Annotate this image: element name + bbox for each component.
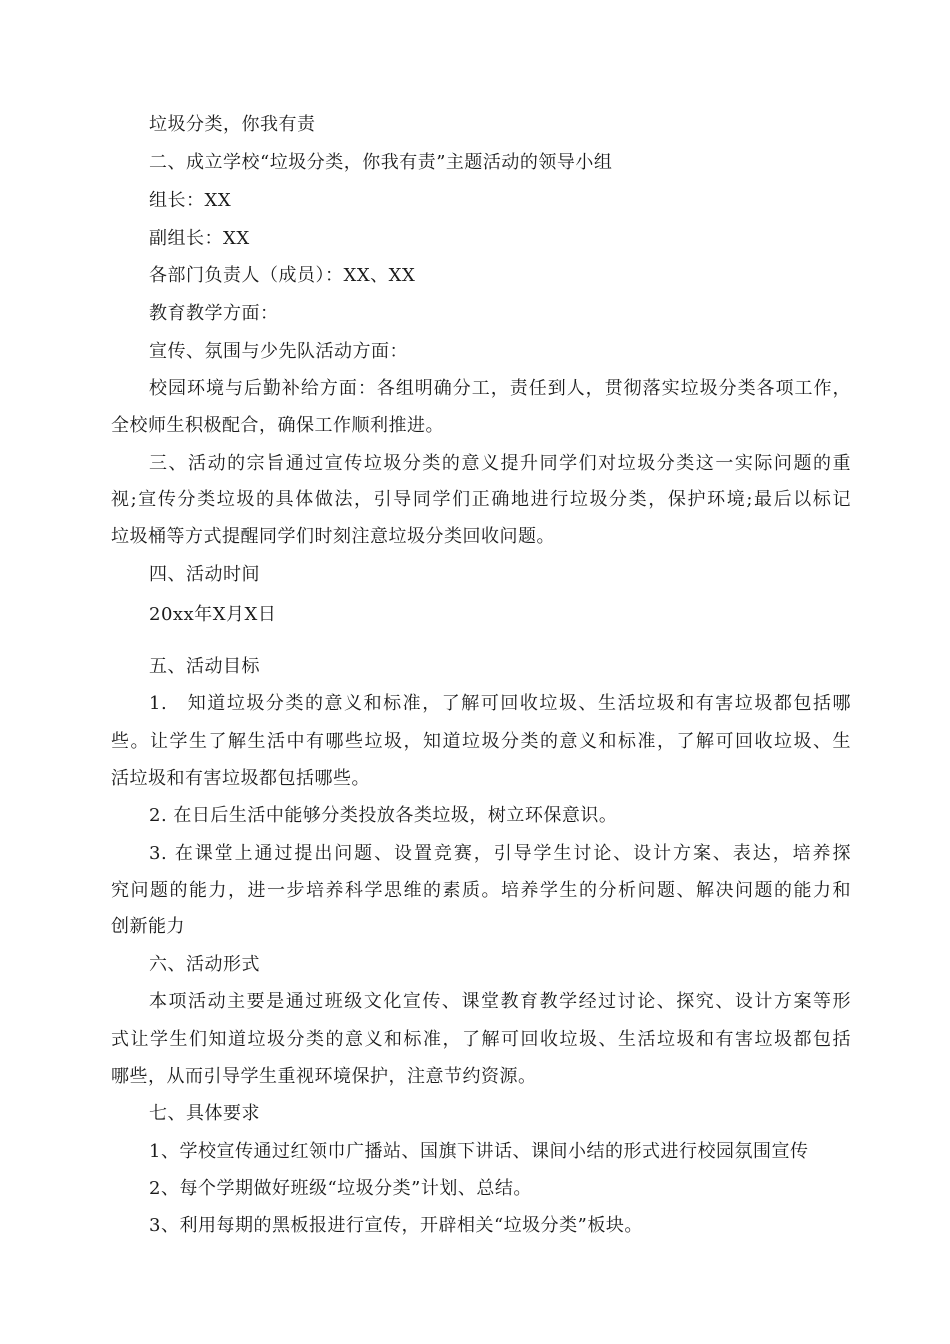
paragraph-line: 垃圾桶等方式提醒同学们时刻注意垃圾分类回收问题。 (111, 526, 555, 547)
section-heading: 五、活动目标 (149, 656, 260, 677)
paragraph-line: 副组长：XX (149, 228, 250, 249)
paragraph-line: 哪些，从而引导学生重视环境保护，注意节约资源。 (111, 1066, 537, 1087)
paragraph-line: 式让学生们知道垃圾分类的意义和标准，了解可回收垃圾、生活垃圾和有害垃圾都包括 (111, 1029, 851, 1050)
paragraph-line: 3. 在课堂上通过提出问题、设置竞赛，引导学生讨论、设计方案、表达，培养探 (149, 843, 851, 864)
paragraph-line: 宣传、氛围与少先队活动方面： (149, 341, 408, 362)
paragraph-line: 些。让学生了解生活中有哪些垃圾，知道垃圾分类的意义和标准，了解可回收垃圾、生 (111, 731, 851, 752)
paragraph-line: 各部门负责人（成员）：XX、XX (149, 265, 416, 286)
paragraph-line: 2、每个学期做好班级“垃圾分类”计划、总结。 (149, 1178, 532, 1199)
paragraph-line: 组长：XX (149, 190, 232, 211)
paragraph-line: 本项活动主要是通过班级文化宣传、课堂教育教学经过讨论、探究、设计方案等形 (149, 991, 851, 1012)
section-heading: 二、成立学校“垃圾分类，你我有责”主题活动的领导小组 (149, 152, 613, 173)
paragraph-line: 3、利用每期的黑板报进行宣传，开辟相关“垃圾分类”板块。 (149, 1215, 643, 1236)
section-heading: 六、活动形式 (149, 954, 260, 975)
section-heading: 四、活动时间 (149, 564, 260, 585)
paragraph-line: 究问题的能力，进一步培养科学思维的素质。培养学生的分析问题、解决问题的能力和 (111, 880, 851, 901)
paragraph-line: 视;宣传分类垃圾的具体做法，引导同学们正确地进行垃圾分类，保护环境;最后以标记 (111, 489, 851, 510)
paragraph-line: 20xx年X月X日 (149, 604, 277, 625)
paragraph-line: 1、学校宣传通过红领巾广播站、国旗下讲话、课间小结的形式进行校园氛围宣传 (149, 1141, 809, 1162)
paragraph-line: 全校师生积极配合，确保工作顺利推进。 (111, 415, 444, 436)
paragraph-line: 教育教学方面： (149, 303, 279, 324)
section-heading: 七、具体要求 (149, 1103, 260, 1124)
paragraph-line: 2. 在日后生活中能够分类投放各类垃圾，树立环保意识。 (149, 805, 618, 826)
section-heading: 三、活动的宗旨通过宣传垃圾分类的意义提升同学们对垃圾分类这一实际问题的重 (149, 453, 851, 474)
paragraph-line: 垃圾分类，你我有责 (149, 114, 316, 135)
paragraph-line: 创新能力 (111, 916, 185, 937)
paragraph-line: 1. 知道垃圾分类的意义和标准，了解可回收垃圾、生活垃圾和有害垃圾都包括哪 (149, 693, 851, 714)
paragraph-line: 校园环境与后勤补给方面：各组明确分工，责任到人，贯彻落实垃圾分类各项工作， (149, 378, 851, 399)
paragraph-line: 活垃圾和有害垃圾都包括哪些。 (111, 768, 370, 789)
